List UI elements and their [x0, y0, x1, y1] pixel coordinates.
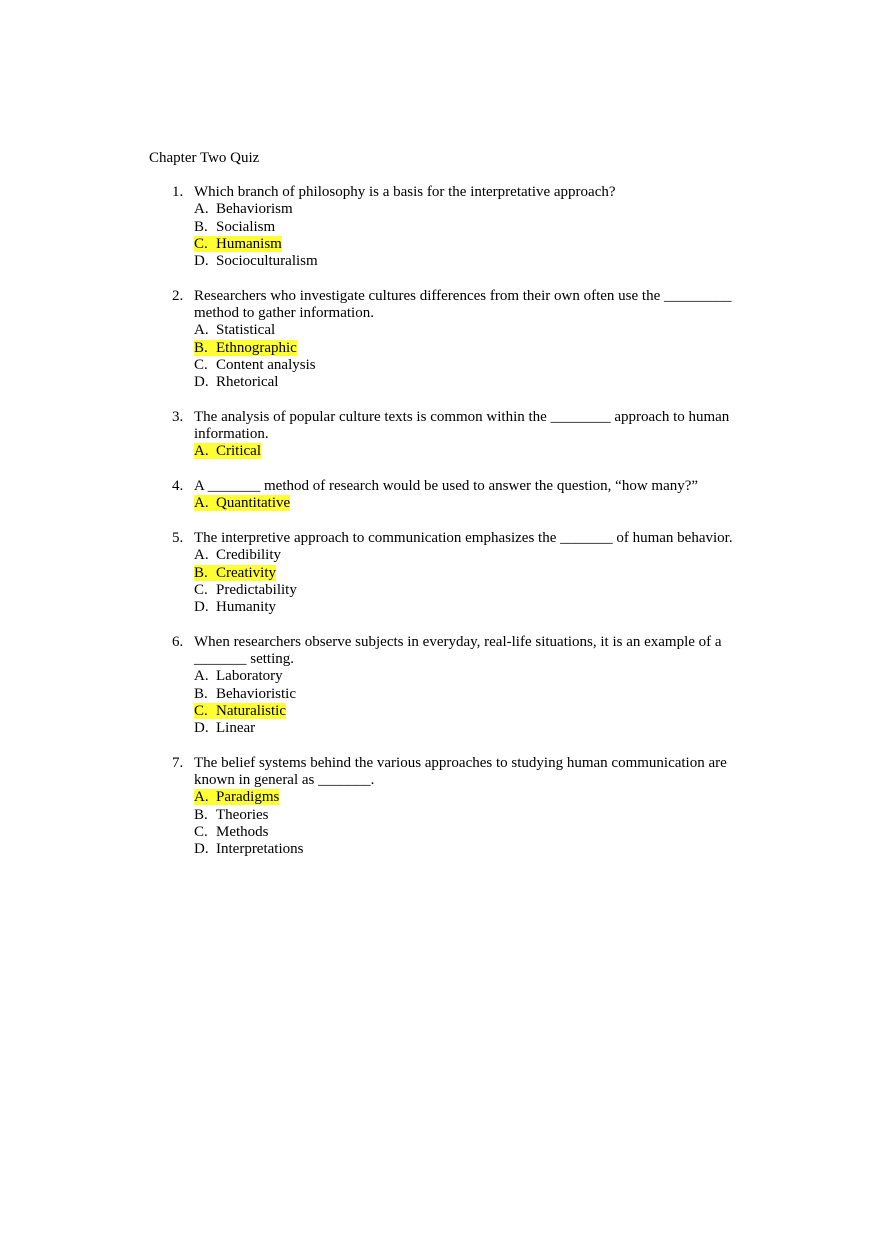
option-text: Behaviorism: [216, 201, 293, 218]
question-number: 7.: [172, 754, 184, 771]
question-text: The belief systems behind the various approaches to studying human communication are known in general as _______.: [194, 754, 727, 789]
option-letter: D.: [194, 720, 209, 737]
answer-option: [194, 824, 737, 841]
option-letter: D.: [194, 599, 209, 616]
answer-option: [194, 720, 737, 737]
option-text: Predictability: [216, 581, 297, 598]
quiz-question: [172, 478, 737, 513]
option-text: Paradigms: [216, 789, 280, 806]
answer-option: [194, 219, 737, 236]
question-number: 2.: [172, 287, 184, 304]
answer-option: [194, 841, 737, 858]
correct-answer-option: [194, 340, 737, 357]
question-number: 3.: [172, 408, 184, 425]
option-letter: A.: [194, 495, 209, 512]
quiz-question: [172, 530, 737, 616]
option-text: Interpretations: [216, 841, 304, 858]
option-text: Statistical: [216, 322, 276, 339]
question-text: Researchers who investigate cultures differences from their own often use the _________ method to gather information.: [194, 287, 732, 322]
correct-answer-option: [194, 495, 737, 512]
correct-answer-option: [194, 565, 737, 582]
option-text: Ethnographic: [216, 339, 297, 356]
correct-answer-option: [194, 443, 737, 460]
question-number: 5.: [172, 529, 184, 546]
question-number: 6.: [172, 633, 184, 650]
correct-answer-option: [194, 703, 737, 720]
quiz-question: [172, 409, 737, 461]
option-text: Humanity: [216, 599, 276, 616]
option-text: Rhetorical: [216, 374, 279, 391]
option-letter: B.: [194, 806, 208, 823]
question-text: Which branch of philosophy is a basis for the interpretative approach?: [194, 184, 616, 200]
question-text: When researchers observe subjects in everyday, real-life situations, it is an example of a _______ setting.: [194, 633, 722, 668]
answer-option: [194, 547, 737, 564]
quiz-question: [172, 184, 737, 270]
option-letter: A.: [194, 443, 209, 460]
question-text: A _______ method of research would be used to answer the question, “how many?”: [194, 478, 699, 495]
quiz-question: [172, 755, 737, 859]
option-text: Laboratory: [216, 668, 283, 685]
option-letter: A.: [194, 201, 209, 218]
option-letter: B.: [194, 685, 208, 702]
correct-answer-option: [194, 789, 737, 806]
page-title: Chapter Two Quiz: [149, 150, 260, 166]
answer-option: [194, 686, 737, 703]
option-text: Humanism: [216, 235, 282, 252]
option-letter: B.: [194, 564, 208, 581]
answer-option: [194, 201, 737, 218]
option-text: Socialism: [216, 218, 276, 235]
answer-option: [194, 374, 737, 391]
quiz-question-list: [172, 184, 737, 876]
answer-option: [194, 599, 737, 616]
question-text: The interpretive approach to communication emphasizes the _______ of human behavior.: [194, 529, 733, 546]
option-letter: A.: [194, 547, 209, 564]
answer-option: [194, 807, 737, 824]
option-letter: C.: [194, 581, 208, 598]
option-letter: C.: [194, 823, 208, 840]
question-number: 4.: [172, 478, 184, 495]
answer-option: [194, 357, 737, 374]
option-letter: C.: [194, 235, 208, 252]
option-letter: B.: [194, 218, 208, 235]
option-text: Credibility: [216, 547, 281, 564]
option-text: Linear: [216, 720, 256, 737]
question-number: 1.: [172, 184, 184, 200]
option-letter: D.: [194, 841, 209, 858]
answer-option: [194, 668, 737, 685]
option-text: Critical: [216, 443, 261, 460]
option-text: Behavioristic: [216, 685, 296, 702]
option-letter: D.: [194, 253, 209, 270]
answer-option: [194, 582, 737, 599]
quiz-question: [172, 288, 737, 392]
option-letter: A.: [194, 789, 209, 806]
option-text: Quantitative: [216, 495, 291, 512]
answer-option: [194, 253, 737, 270]
option-text: Socioculturalism: [216, 253, 318, 270]
question-text: The analysis of popular culture texts is common within the ________ approach to human information.: [194, 408, 730, 443]
option-text: Theories: [216, 806, 269, 823]
option-letter: B.: [194, 339, 208, 356]
option-text: Content analysis: [216, 356, 316, 373]
quiz-question: [172, 634, 737, 738]
option-letter: C.: [194, 702, 208, 719]
option-text: Naturalistic: [216, 702, 286, 719]
option-text: Creativity: [216, 564, 276, 581]
answer-option: [194, 322, 737, 339]
correct-answer-option: [194, 236, 737, 253]
option-text: Methods: [216, 823, 269, 840]
option-letter: C.: [194, 356, 208, 373]
option-letter: D.: [194, 374, 209, 391]
option-letter: A.: [194, 322, 209, 339]
option-letter: A.: [194, 668, 209, 685]
